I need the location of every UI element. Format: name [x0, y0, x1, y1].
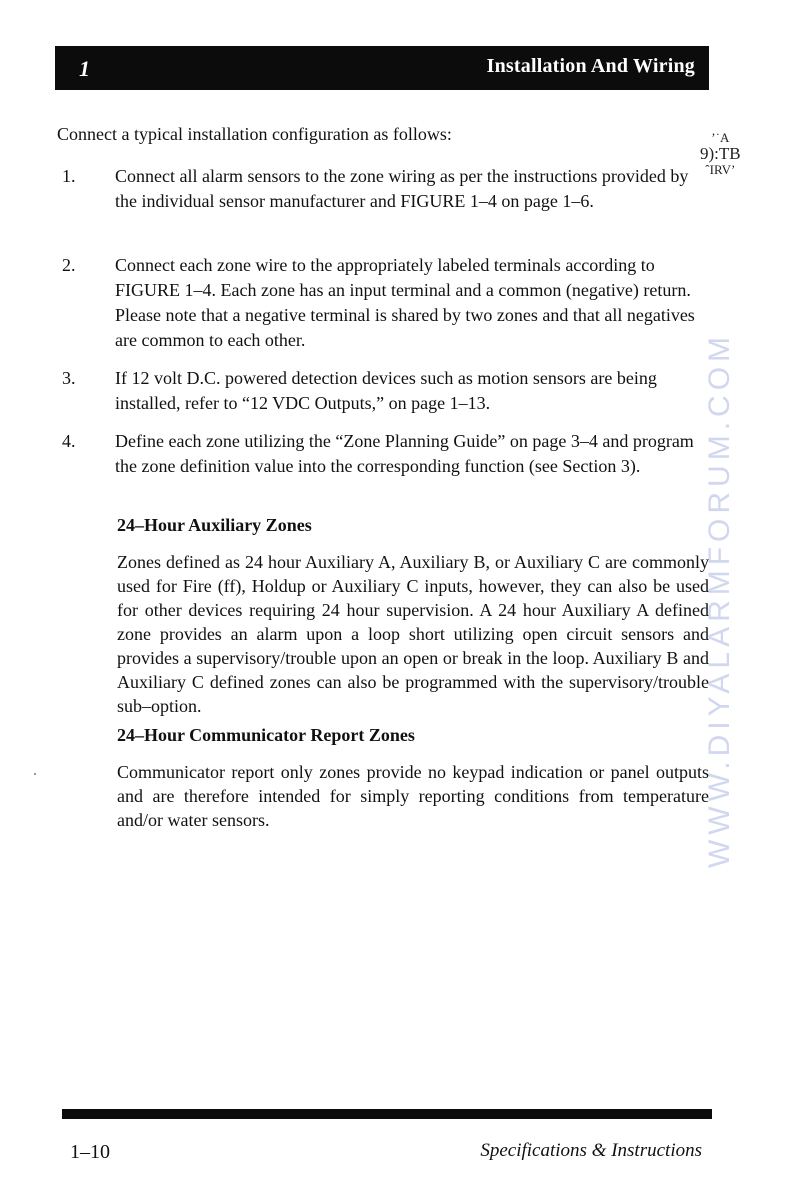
intro-text: Connect a typical installation configuration as follows: — [57, 124, 452, 144]
footer-rule — [62, 1109, 712, 1119]
page-number: 1–10 — [70, 1141, 110, 1163]
chapter-title: Installation And Wiring — [486, 55, 695, 77]
list-text: Connect all alarm sensors to the zone wiring as per the instructions provided by the individual sensor manufacturer and FIGURE 1–4 on page 1–6. — [115, 166, 689, 211]
footer-title: Specifications & Instructions — [480, 1140, 702, 1161]
section-body: Communicator report only zones provide no keypad indication or panel outputs and are therefore intended for simply reporting conditions from temperature and/or water sensors. — [117, 762, 709, 830]
margin-mark-line: ’˙A — [711, 130, 730, 145]
scan-speck — [34, 773, 36, 775]
section-heading: 24–Hour Communicator Report Zones — [117, 725, 415, 745]
chapter-number: 1 — [79, 56, 90, 81]
section-heading: 24–Hour Auxiliary Zones — [117, 515, 312, 535]
list-number: 4. — [62, 431, 76, 451]
list-number: 1. — [62, 166, 76, 186]
section-body: Zones defined as 24 hour Auxiliary A, Auxiliary B, or Auxiliary C are commonly used for Fire (ff), Holdup or Auxiliary C inputs, however, they can also be used for other devices requiring 24 hour supervision. A 24 hour Auxiliary A defined zone provides an alarm upon a loop short utilizing open circuit sensors and provides a supervisory/trouble upon an open or break in the loop. Auxiliary B and Auxiliary C defined zones can also be programmed with the supervisory/trouble sub–option. — [117, 552, 709, 716]
list-number: 3. — [62, 368, 76, 388]
list-number: 2. — [62, 255, 76, 275]
margin-mark-line: 9):TB — [700, 144, 741, 163]
watermark: WWW.DIYALARMFORUM.COM — [703, 331, 736, 869]
list-text: Connect each zone wire to the appropriately labeled terminals according to FIGURE 1–4. Each zone has an input terminal and a common (negative) return. Please note that a negative terminal is shared by two zones and that all negatives are common to each other. — [115, 255, 695, 350]
margin-mark — [700, 130, 741, 178]
margin-mark-line: ˆIRV’ — [705, 162, 736, 177]
list-text: Define each zone utilizing the “Zone Planning Guide” on page 3–4 and program the zone definition value into the corresponding function (see Section 3). — [115, 431, 694, 476]
chapter-header-bar — [55, 46, 709, 90]
list-text: If 12 volt D.C. powered detection devices such as motion sensors are being installed, refer to “12 VDC Outputs,” on page 1–13. — [115, 368, 657, 413]
